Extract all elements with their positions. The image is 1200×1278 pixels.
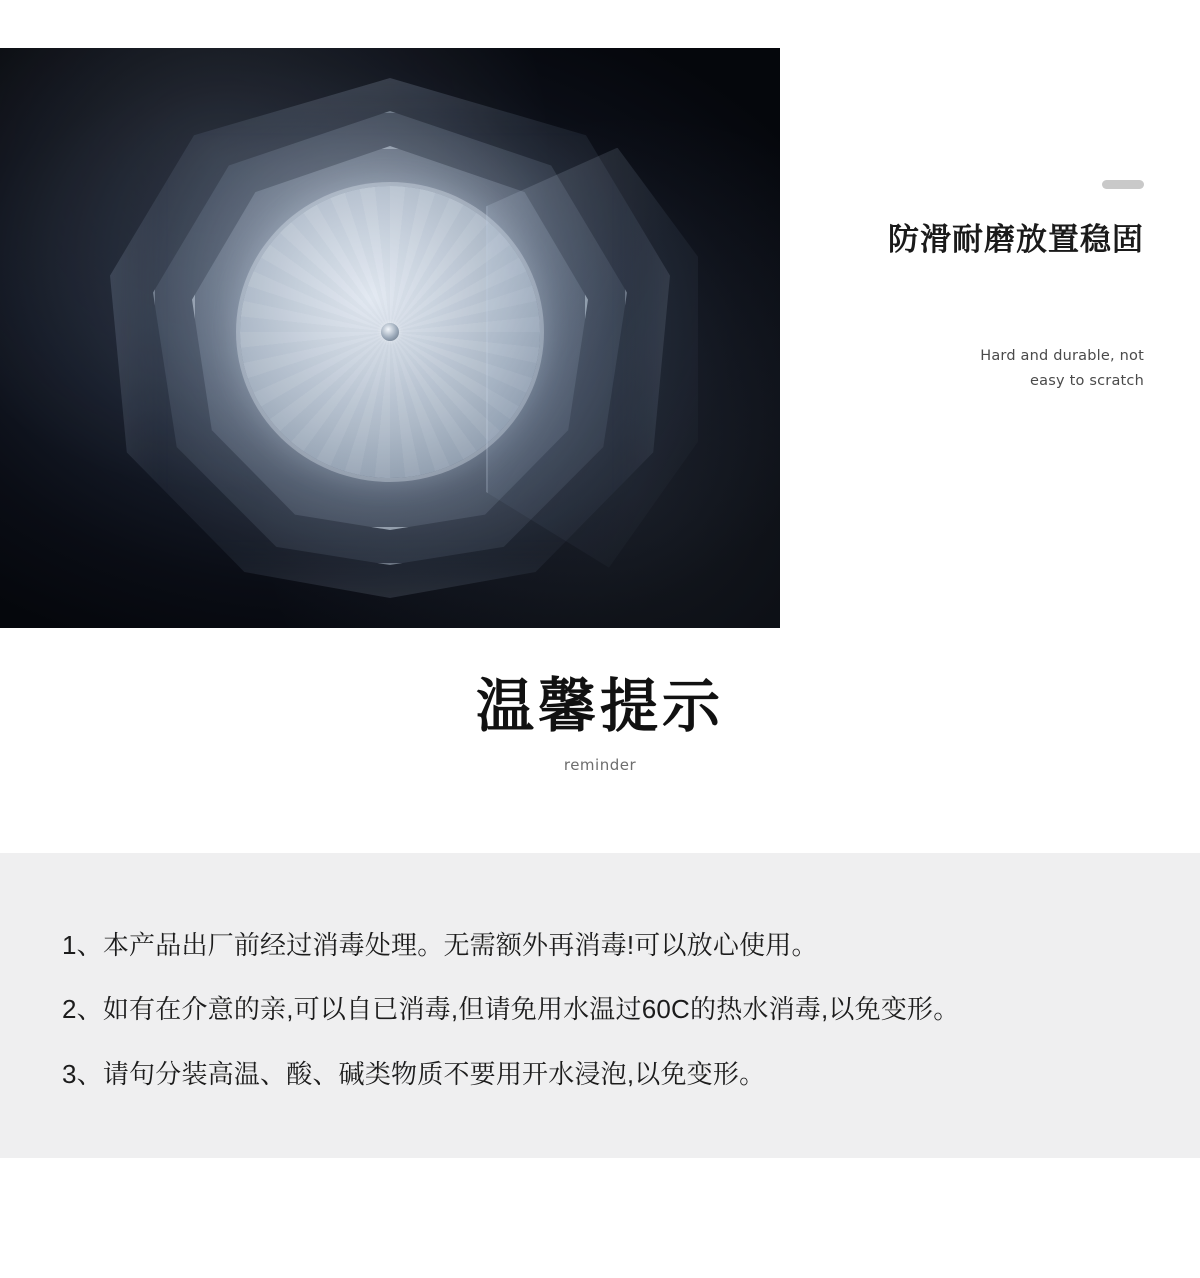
glass-center-nub — [381, 323, 399, 341]
reminder-notes-panel — [0, 853, 1200, 1158]
note-item: 2、如有在介意的亲,可以自已消毒,但请免用水温过60C的热水消毒,以免变形。 — [62, 994, 960, 1025]
product-feature-section — [0, 0, 1200, 628]
feature-title: 防滑耐磨放置稳固 — [888, 222, 1144, 257]
reminder-title-cn: 温馨提示 — [475, 674, 724, 739]
product-photo — [0, 48, 780, 628]
note-item: 1、本产品出厂前经过消毒处理。无需额外再消毒!可以放心使用。 — [62, 930, 818, 960]
feature-subtitle-line-1: Hard and durable, not — [980, 348, 1144, 365]
feature-subtitle-line-2: easy to scratch — [1030, 372, 1144, 389]
feature-subtitle — [800, 344, 1144, 393]
reminder-title-en: reminder — [563, 755, 637, 774]
glass-side-facet — [486, 148, 698, 568]
feature-copy-block — [800, 180, 1160, 394]
footer-whitespace — [0, 1158, 1200, 1278]
reminder-heading-section — [0, 672, 1200, 774]
pill-divider-icon — [1102, 180, 1144, 189]
glass-tumbler-illustration — [80, 58, 700, 618]
note-item: 3、请句分装高温、酸、碱类物质不要用开水浸泡,以免变形。 — [62, 1058, 766, 1089]
